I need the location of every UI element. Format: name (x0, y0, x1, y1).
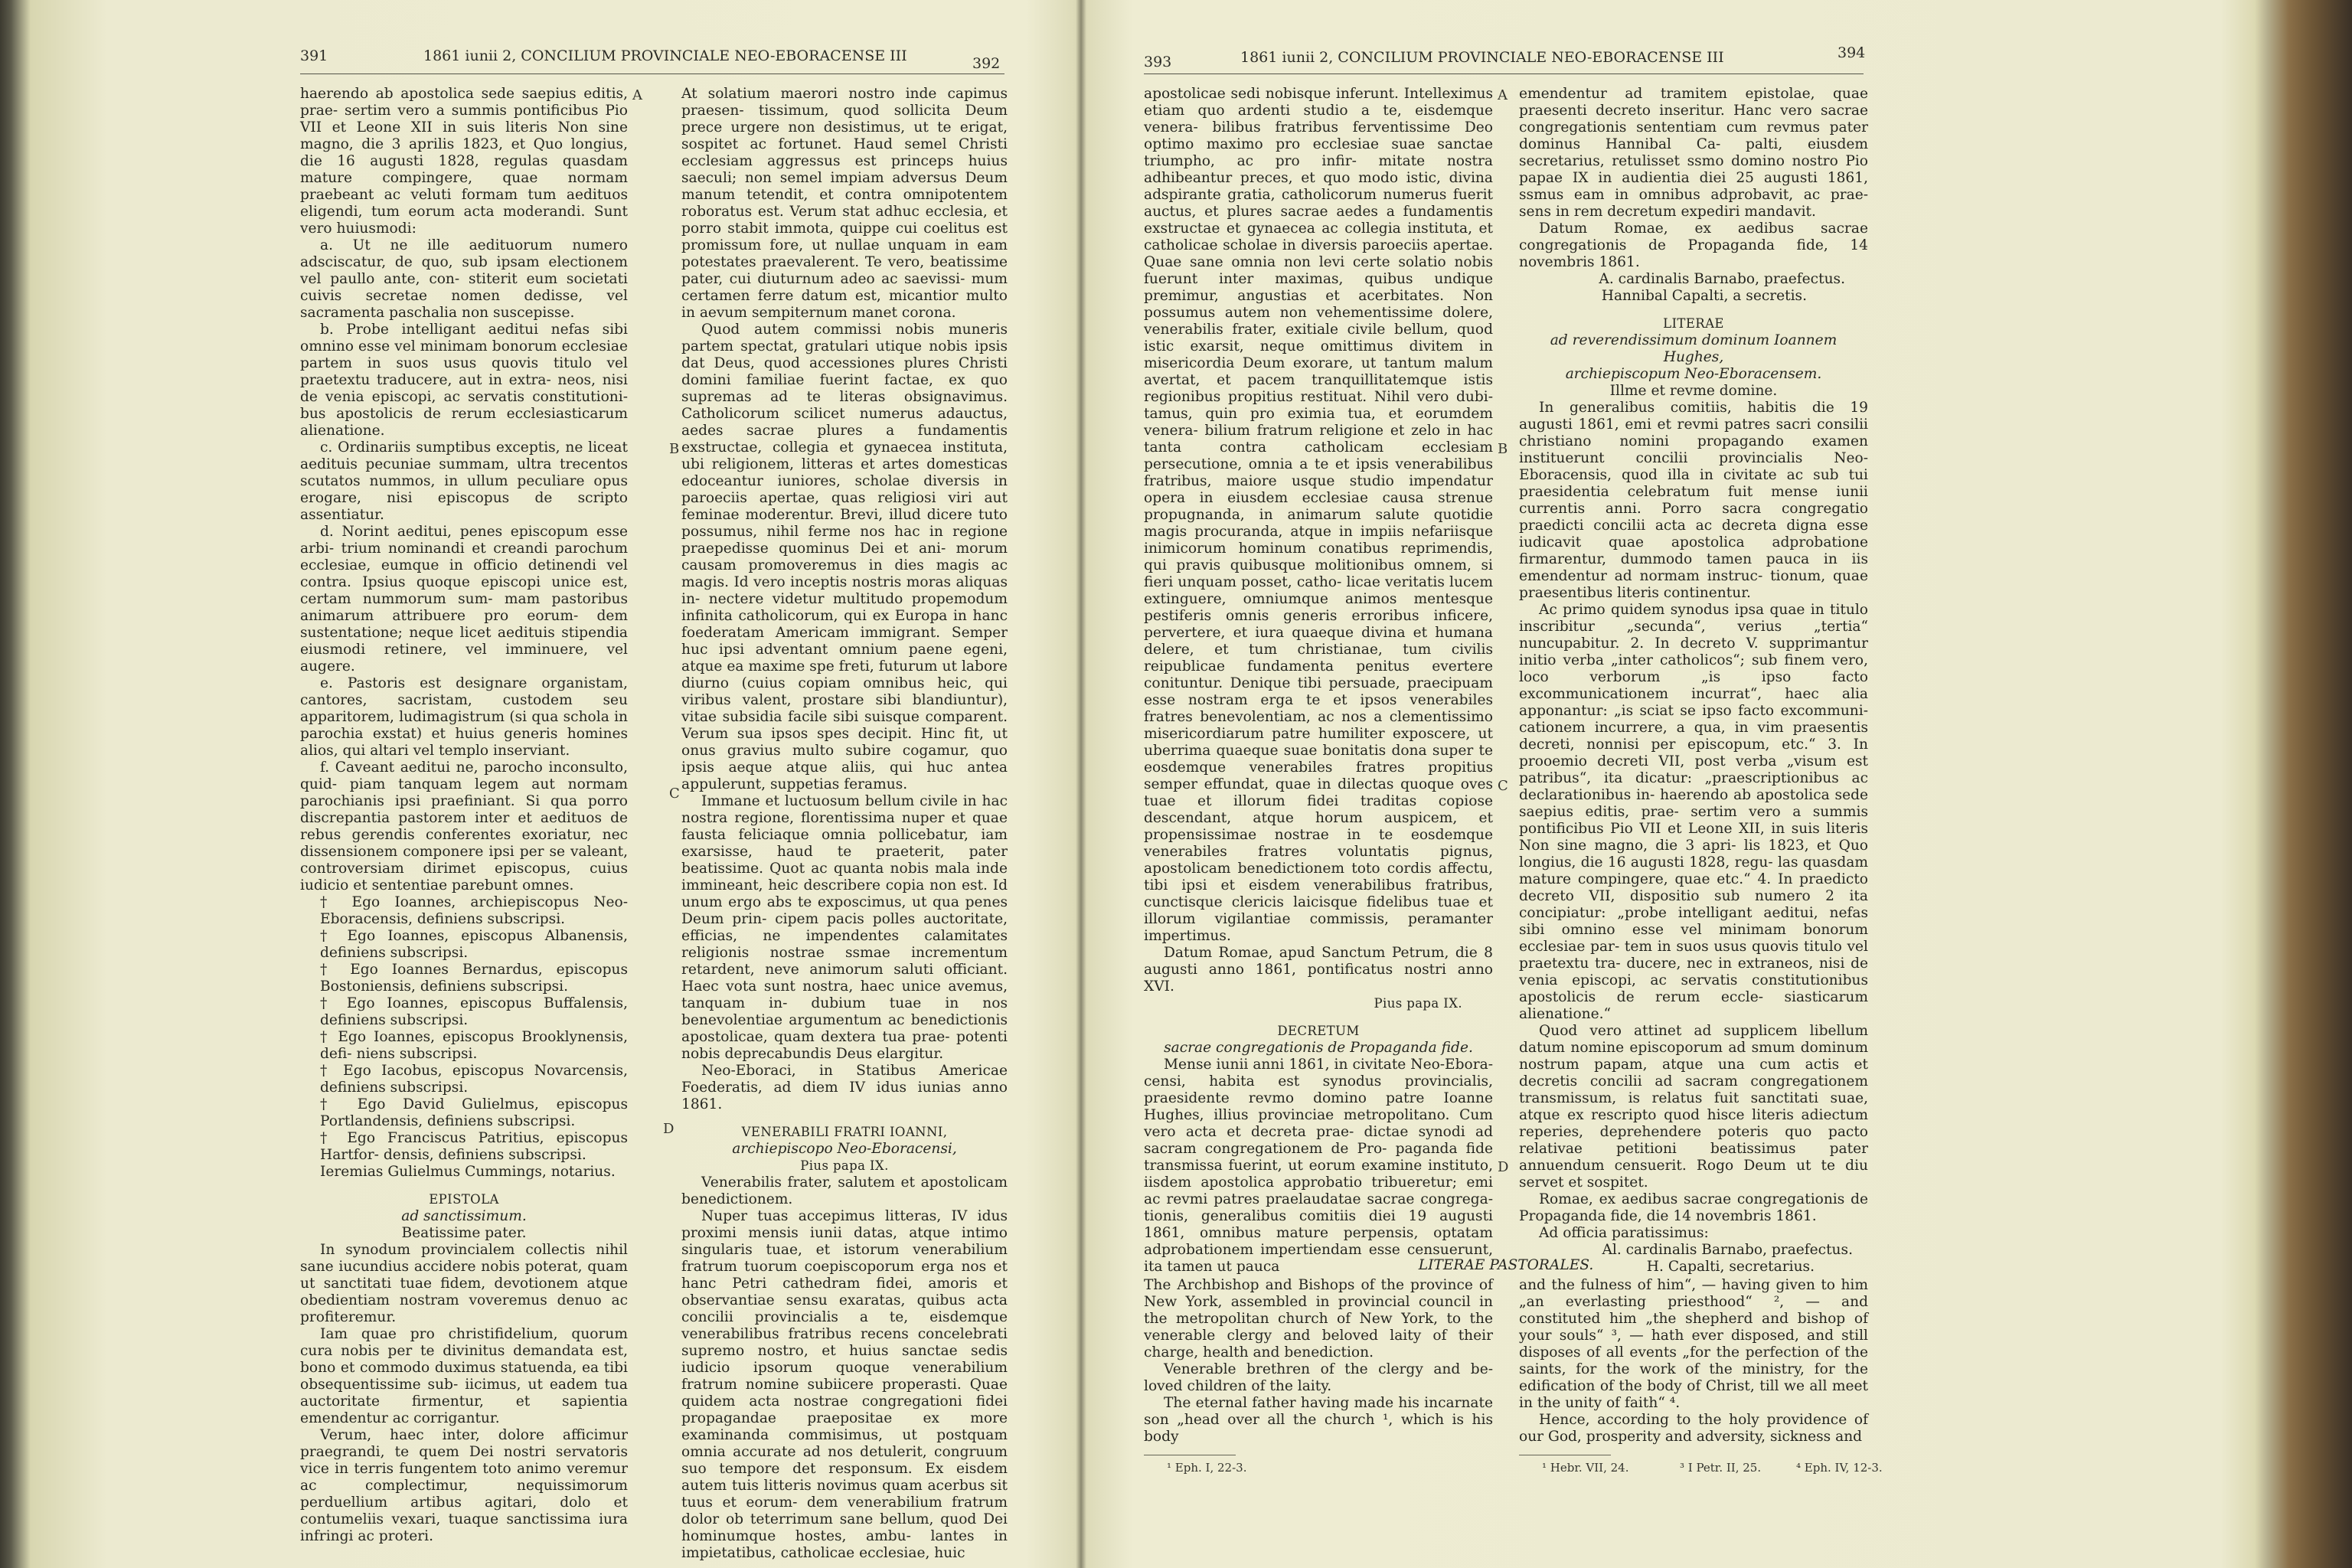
section-heading: LITERAE (1663, 316, 1724, 331)
signature-line: † Ego David Gulielmus, episcopus Portlandensis, definiens subscripsi. (320, 1096, 628, 1129)
right-column-1 (1144, 86, 1493, 1276)
paragraph: d. Norint aeditui, penes episcopum esse arbi- trium nominandi et creandi parochum ecclesiae, eumque in officio detinendi vel contra. Ipsius quoque episcopi unice est, certam nummorum sum- mam pastoribus animarum attribuere pro eorum- dem sustentatione; neque licet aedituis stipendia eiusmodi retinere, vel imminuere, vel augere. (300, 524, 628, 675)
paragraph: f. Caveant aeditui ne, parocho inconsulto, quid- piam tanquam legem aut normam parochianis ipsi praefiniant. Si qua porro discrepantia pastorem inter et aedituos de rebus gerendis conferentes exoriatur, nec dissensionem componere ipsi per se valeant, controversiam dirimet episcopus, cuius iudicio et sententiae parebunt omnes. (300, 760, 628, 893)
footnote: ³ I Petr. II, 25. (1680, 1461, 1762, 1475)
signature-line: Hannibal Capalti, a secretis. (1601, 288, 1807, 304)
paragraph: emendentur ad tramitem epistolae, quae praesenti decreto inseritur. Hanc vero sacrae congregationis sententiam cum revmus pater dominus Hannibal Ca- palti, eiusdem secretarius, retulisset ssmo domino nostro Pio papae IX in audientia diei 25 augusti 1861, ssmus eam in omnibus adprobavit, ac prae- sens in rem decretum expediri mandavit. (1519, 86, 1868, 220)
page-number: 391 (300, 47, 328, 64)
signature-line: A. cardinalis Barnabo, praefectus. (1599, 271, 1845, 287)
salutation: Venerabilis frater, salutem et apostolicam benedictionem. (681, 1174, 1008, 1207)
margin-letter: D (1498, 1159, 1509, 1175)
margin-letter: D (663, 1121, 675, 1137)
section-heading: VENERABILI FRATRI IOANNI, (741, 1125, 948, 1139)
section-heading: EPISTOLA (429, 1192, 499, 1207)
section-subheading: ad sanctissimum. (401, 1208, 527, 1224)
paragraph: In synodum provincialem collectis nihil sane iucundius accidere nobis poterat, quam ut sanctitati tuae fidem, devotionem atque obedientiam nostram voveremus denuo ac profiteremur. (300, 1242, 628, 1325)
pope-name: Pius papa IX. (800, 1158, 889, 1173)
paragraph: apostolicae sedi nobisque inferunt. Intelleximus etiam quo ardenti studio a te, eisdemque venera- bilibus fratribus ferventissime Deo optimo maximo pro ecclesiae suae sanctae triumpho, ac pro infir- mitate nostra adhibeantur preces, et quo modo istic, divina adspirante gratia, catholicorum numerus fuerit auctus, et plures sacrae aedes a fundamentis exstructae et gynaecea ac collegia instituta, et catholicae scholae in diversis paroeciis apertae. Quae sane omnia non levi certe solatio nobis fuerunt inter maximas, quibus undique premimur, angustias et acerbitates. Non possumus autem non vehementissime dolere, venerabilis frater, exitiale civile bellum, quod istic exarsit, neque omittimus divitem in misericordia Deum exorare, ut tantum malum avertat, et pacem tranquillitatemque istis regionibus propitius restituat. Nihil vero dubi- tamus, quin pro eximia tua, et eorumdem venera- bilium fratrum religione et zelo in hac tanta contra catholicam ecclesiam persecutione, omnia a te et ipsis venerabilibus fratribus, maiore usque studio impendatur opera in eiusdem ecclesiae causa strenue propugnanda, in animarum salute quotidie magis procuranda, atque in impiis nefariisque inimicorum hominum conatibus reprimendis, qui pravis quibusque molitionibus omnem, si fieri unquam posset, catho- licae veritatis lucem extinguere, omniumque animos mentesque pestiferis omnis generis erroribus inficere, pervertere, et iura quaeque divina et humana delere, et tum christianae, tum civilis reipublicae fundamenta penitus evertere conituntur. Denique tibi persuade, praecipuam esse nostram erga te et ipsos venerabiles fratres benevolentiam, ac nos a clementissimo misericordiarum patre humiliter exposcere, ut uberrima quaeque suae bonitatis dona super te eosdemque venerabiles fratres propitius semper effundat, quae in dilectas quoque oves tuae et illorum fidei traditas copiose descendant, atque horum auspicem, et propensissimae nostrae in te eosdemque venerabiles fratres voluntatis pignus, apostolicam benedictionem toto cordis affectu, tibi ipsi et eisdem venerabilibus fratribus, cunctisque clericis laicisque fidelibus tuae et illorum vigilantiae commissis, peramanter impertimus. (1144, 86, 1493, 944)
paragraph: Neo-Eboraci, in Statibus Americae Foederatis, ad diem IV idus iunias anno 1861. (681, 1063, 1008, 1112)
left-column-2 (681, 86, 1008, 1562)
paragraph: Hence, according to the holy providence of our God, prosperity and adversity, sickness and (1519, 1412, 1868, 1445)
paragraph: Ac primo quidem synodus ipsa quae in titulo inscribitur „secunda“, verius „tertia“ nuncupabitur. 2. In decreto V. supprimantur initio verba „inter catholicos“; sub finem vero, loco verborum „is ipso facto excommunicationem incurrat“, haec alia apponantur: „is sciat se ipso facto excommuni- cationem incurrere, a qua, in vim praesentis decreti, nonnisi per episcopum, etc.“ 3. In prooemio decreti VII, post verba „visum est patribus“, ita dicatur: „praescriptionibus ac declarationibus in- haerendo ab apostolica sede saepius editis, prae- sertim vero a summis pontificibus Pio VII et Leone XII, in suis literis Non sine magno, die 3 apri- lis 1823, et Quo longius, die 16 augusti 1828, regu- las quasdam mature compingere, quae etc.“ 4. In praedicto decreto VII, dispositio sub numero 2 ita concipiatur: „probe intelligant aeditui, nefas sibi omnino esse vel minimam bonorum ecclesiae par- tem in suos usus quovis titulo vel praetextu tra- ducere, nec in extraneos, nisi de venia episcopi, ac servatis constitutionibus apostolicis de rerum eccle- siasticarum alienatione.“ (1519, 602, 1868, 1022)
margin-letter: A (632, 87, 642, 103)
left-column-1 (300, 86, 628, 1545)
signature-line: † Ego Ioannes, episcopus Buffalensis, definiens subscripsi. (320, 995, 628, 1028)
paragraph: Quod vero attinet ad supplicem libellum datum nomine episcoporum ad smum dominum nostrum papam, atque una cum actis et decretis concilii ad sacram congregationem transmissum, is relatus fuit sanctitati suae, atque ex rescripto quod hisce literis adiectum reperies, deprehendere poteris quo pacto relativae petitioni beatissimus pater annuendum censuerit. Rogo Deum ut te diu servet et sospitet. (1519, 1023, 1868, 1191)
paragraph: Romae, ex aedibus sacrae congregationis de Propaganda fide, die 14 novembris 1861. (1519, 1191, 1868, 1224)
right-page (1083, 0, 2269, 1568)
section-subheading: archiepiscopum Neo-Eboracensem. (1565, 366, 1822, 382)
paragraph: Datum Romae, ex aedibus sacrae congregationis de Propaganda fide, 14 novembris 1861. (1519, 220, 1868, 270)
paragraph: Datum Romae, apud Sanctum Petrum, die 8 augusti anno 1861, pontificatus nostri anno XVI. (1144, 945, 1493, 995)
paragraph: a. Ut ne ille aedituorum numero adsciscatur, de quo, sub ipsam electionem vel paullo ante, con- stiterit eum societati cuivis secretae nomen dedisse, vel sacramenta paschalia non suscepisse. (300, 237, 628, 321)
pastoral-column-1 (1144, 1277, 1493, 1446)
signature-line: † Ego Ioannes, episcopus Brooklynensis, defi- niens subscripsi. (320, 1029, 628, 1062)
page-number: 394 (1838, 44, 1866, 61)
signature-line: † Ego Franciscus Patritius, episcopus Hartfor- densis, definiens subscripsi. (320, 1130, 628, 1163)
signature-line: Al. cardinalis Barnabo, praefectus. (1602, 1242, 1853, 1258)
pastoral-column-2 (1519, 1277, 1868, 1446)
section-subheading: archiepiscopo Neo-Eboracensi, (732, 1141, 957, 1157)
footnote: ⁴ Eph. IV, 12-3. (1796, 1461, 1883, 1475)
paragraph: In generalibus comitiis, habitis die 19 augusti 1861, emi et revmi patres sacri consilii christiano nomini propagando examen instituerunt concilii provincialis Neo-Eboracensis, quod illa in civitate ac sub tui praesidentia celebratum fuit mense iunii currentis anni. Porro sacra congregatio praedicti concilii acta ac decreta digna esse iudicavit quae apostolica adprobatione firmarentur, dummodo tamen pauca in iis emendentur ad normam instruc- tionum, quae praesentibus literis continentur. (1519, 400, 1868, 601)
paragraph: Quod autem commissi nobis muneris partem spectat, gratulari utique nobis ipsis dat Deus, quod accessiones plures Christi domini familiae fuerint factae, ex quo supremas ad te literas obsignavimus. Catholicorum scilicet numerus adauctus, aedes sacrae plures a fundamentis exstructae, collegia et gynaecea instituta, ubi religionem, litteras et artes domesticas edoceantur iuniores, scholae diversis in paroeciis apertae, quas religiosi viri aut feminae moderentur. Brevi, illud dicere tuto possumus, nihil ferme nos hac in regione praepedisse quominus Dei et ani- morum causam promoveremus in dies magis ac magis. Id vero inceptis nostris moras aliquas in- nectere videtur multitudo propemodum infinita catholicorum, qui ex Europa in hanc foederatam Americam immigrant. Semper huc ipsi adventant omnium paene egeni, atque ea maxime spe freti, futurum ut labore diurno (cuius copiam omnibus heic, qui viribus valent, prostare sibi blandiuntur), vitae subsidia facile sibi suisque comparent. Verum sua ipsos spes decipit. Hinc fit, ut onus gravius multo subire cogamur, quo ipsis aeque atque aliis, qui huc antea appulerunt, suppetias feramus. (681, 322, 1008, 792)
paragraph: Nuper tuas accepimus litteras, IV idus proximi mensis iunii datas, atque intimo singularis tuae, et istorum venerabilium fratrum tuorum coepiscoporum erga nos et hanc Petri cathedram fidei, amoris et observantiae sensu exaratas, quibus acta concilii provincialis a te, eisdemque venerabilibus fratribus recens concelebrati supremo nostro, et huius sanctae sedis iudicio ipsorum quoque venerabilium fratrum nomine subiicere properasti. Quae quidem acta nostrae congregationi fidei propagandae praepositae ex more examinanda commisimus, ut postquam omnia accurate ad nos detulerit, congruum suo tempore det responsum. Ex eisdem autem tuis litteris novimus quam acerbus sit tuus et eorum- dem venerabilium fratrum dolor ob teterrimum sane bellum, quod Dei hominumque hostes, ambu- lantes in impietatibus, catholicae ecclesiae, huic (681, 1208, 1008, 1561)
left-page (0, 0, 1080, 1568)
signature-line: † Ego Ioannes, episcopus Albanensis, definiens subscripsi. (320, 928, 628, 961)
margin-letter: B (669, 441, 680, 457)
paragraph: e. Pastoris est designare organistam, cantores, sacristam, custodem seu apparitorem, ludimagistrum (si qua schola in parochia exstat) et huius generis homines alios, qui altari vel templo inserviant. (300, 675, 628, 759)
footnote: ¹ Hebr. VII, 24. (1542, 1461, 1629, 1475)
margin-letter: C (669, 786, 680, 802)
section-subheading: ad reverendissimum dominum Ioannem Hughes, (1550, 332, 1838, 365)
greeting: Venerable brethren of the clergy and be- loved children of the laity. (1144, 1361, 1493, 1394)
pope-name: Pius papa IX. (1374, 996, 1462, 1011)
paragraph: Mense iunii anni 1861, in civitate Neo-Ebora- censi, habita est synodus provincialis, praesidente revmo domino patre Ioanne Hughes, illius provinciae metropolitano. Cum vero acta et decreta prae- dictae synodi ad sacram congregationem de Pro- paganda fide transmissa fuerint, ut eorum examine instituto, iisdem apostolica approbatio tribueretur; emi ac revmi patres praelaudatae sacrae congrega- tionis, generalibus comitiis diei 19 augusti 1861, omnibus mature perpensis, optatam adprobationem impertiendam esse censuerunt, ita tamen ut pauca (1144, 1057, 1493, 1275)
section-heading: DECRETUM (1277, 1024, 1360, 1038)
running-header: 1861 iunii 2, CONCILIUM PROVINCIALE NEO-EBORACENSE III (1240, 49, 1724, 66)
paragraph: b. Probe intelligant aeditui nefas sibi omnino esse vel minimam bonorum ecclesiae partem in suos usus quovis titulo vel praetextu traducere, aut in extra- neos, nisi de venia episcopi, ac servatis constitutioni- bus apostolicis de rerum ecclesiasticarum alienatione. (300, 322, 628, 439)
paragraph: The eternal father having made his incarnate son „head over all the church ¹, which is his body (1144, 1395, 1493, 1445)
paragraph: The Archbishop and Bishops of the province of New York, assembled in provincial council in the metropolitan church of New York, to the venerable clergy and beloved laity of their charge, health and benediction. (1144, 1277, 1493, 1361)
paragraph: haerendo ab apostolica sede saepius editis, prae- sertim vero a summis pontificibus Pio VII et Leone XII in suis literis Non sine magno, die 3 aprilis 1823, et Quo longius, die 16 augusti 1828, regulas quasdam mature compingere, quae normam praebeant ac veluti formam tum aedituos eligendi, tum eorum acta moderandi. Sunt vero huiusmodi: (300, 86, 628, 237)
running-header: 1861 iunii 2, CONCILIUM PROVINCIALE NEO-EBORACENSE III (423, 47, 907, 64)
closing-line: Ad officia paratissimus: (1539, 1225, 1709, 1241)
margin-letter: C (1498, 778, 1508, 794)
salutation: Beatissime pater. (401, 1225, 527, 1241)
paragraph: Iam quae pro christifidelium, quorum cura nobis per te divinitus demandata est, bono et commodo duximus statuenda, ea tibi obsequentissime sub- iicimus, ut eadem tua auctoritate firmentur, et sapientia emendentur ac corrigantur. (300, 1326, 628, 1426)
page-number: 393 (1144, 54, 1172, 70)
paragraph: At solatium maerori nostro inde capimus praesen- tissimum, quod sollicita Deum prece urgere non desistimus, ut te erigat, sospitet ac fortunet. Haud semel Christi ecclesiam aggressus est princeps huius saeculi; non semel impiam adversus Deum manum tetendit, et contra omnipotentem roboratus est. Verum stat adhuc ecclesia, et porro stabit immota, quippe cui coelitus est promissum fore, ut nullae unquam in eam potestates praevalerent. Te vero, beatissime pater, cui diuturnum adeo ac saevissi- mum certamen ferre datum est, micantior multo in aevum sempiternum manet corona. (681, 86, 1008, 321)
signature-line: H. Capalti, secretarius. (1646, 1259, 1815, 1275)
paragraph: Immane et luctuosum bellum civile in hac nostra regione, florentissima nuper et quae fausta feliciaque omnia pollicebatur, iam exarsisse, haud te praeterit, pater beatissime. Quot ac quanta nobis mala inde immineant, heic describere copia non est. Id unum ergo abs te exposcimus, ut qua penes Deum prin- cipem pacis polles auctoritate, efficias, ne impendentes calamitates religionis nostrae ssmae incrementum retardent, neve animorum saluti officiant. Haec vota sunt nostra, haec unice avemus, tanquam in- dubium tuae in nos benevolentiae argumentum ac benedictionis apostolicae, quam dextera tua prae- potenti nobis deprecabundis Deus elargitur. (681, 793, 1008, 1062)
section-subheading: sacrae congregationis de Propaganda fide. (1164, 1040, 1473, 1056)
paragraph: Verum, haec inter, dolore afficimur praegrandi, te quem Dei nostri servatoris vice in terris fungentem toto animo veremur ac complectimur, nequissimorum perduellium artibus agitari, dolo et contumeliis vexari, tuaque sanctissima iura infringi ac proteri. (300, 1427, 628, 1544)
signature-line: † Ego Ioannes Bernardus, episcopus Bostoniensis, definiens subscripsi. (320, 962, 628, 995)
right-column-2 (1519, 86, 1868, 1276)
page-number: 392 (972, 55, 1001, 72)
margin-letter: B (1498, 441, 1508, 457)
section-heading: LITERAE PASTORALES. (1418, 1257, 1594, 1273)
notary-line: Ieremias Gulielmus Cummings, notarius. (320, 1164, 616, 1180)
margin-letter: A (1498, 87, 1508, 103)
signature-line: † Ego Iacobus, episcopus Novarcensis, definiens subscripsi. (320, 1063, 628, 1096)
paragraph: and the fulness of him“, — having given to him „an everlasting priesthood“ ², — and constituted him „the shepherd and bishop of your souls“ ³, — hath ever disposed, and still disposes of all events „for the perfection of the saints, for the work of the ministry, for the edification of the body of Christ, till we all meet in the unity of faith“ ⁴. (1519, 1277, 1868, 1411)
signature-line: † Ego Ioannes, archiepiscopus Neo-Eboracensis, definiens subscripsi. (320, 894, 628, 927)
footnote: ¹ Eph. I, 22-3. (1167, 1461, 1247, 1475)
paragraph: c. Ordinariis sumptibus exceptis, ne liceat aedituis pecuniae summam, ultra trecentos scutatos nummos, in ullum peculiare opus erogare, nisi episcopus de scripto assentiatur. (300, 439, 628, 523)
salutation: Illme et revme domine. (1609, 383, 1778, 399)
